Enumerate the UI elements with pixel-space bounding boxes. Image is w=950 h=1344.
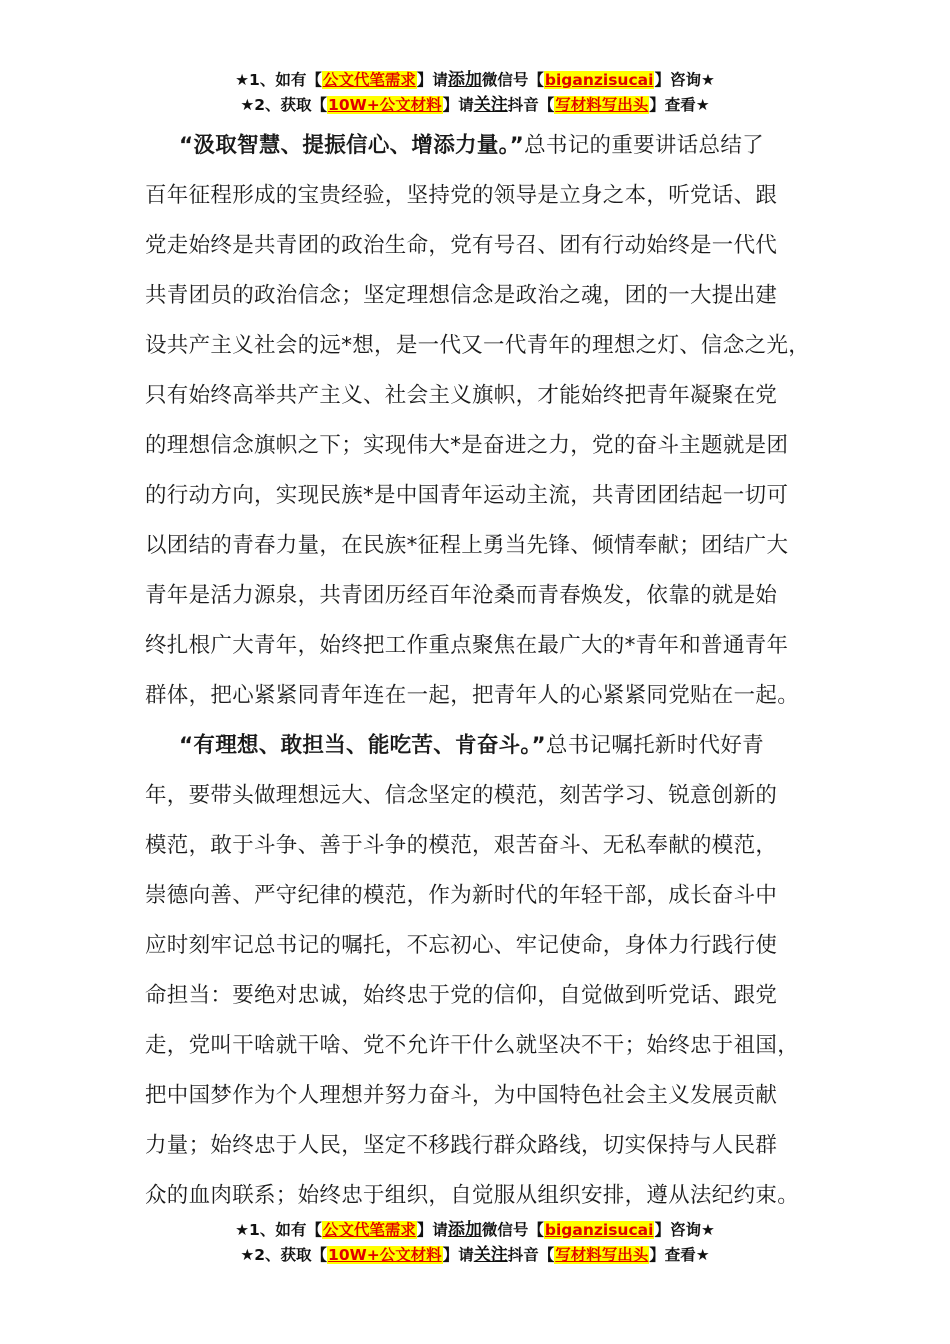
document-body xyxy=(145,121,825,1221)
paragraph-2-lead: “有理想、敢担当、能吃苦、肯奋斗。” xyxy=(179,733,546,758)
footer-banner-line-2: ★2、获取【10W+公文材料】请关注抖音【写材料写出头】查看★ xyxy=(240,1245,710,1265)
paragraph-2: “有理想、敢担当、能吃苦、肯奋斗。”总书记嘱托新时代好青 年，要带头做理想远大、信念坚定的模范，刻苦学习、锐意创新的 模范，敢于斗争、善于斗争的模范，艰苦奋斗、无私奉献的模范， 崇德向善、严守纪律的模范，作为新时代的年轻干部，成长奋斗中 应时刻牢记总书记的嘱托，不忘初心、牢记使命，身体力行践行使 命担当：要绝对忠诚，始终忠于党的信仰，自觉做到听党话、跟党 走，党叫干啥就干啥、党不允许干什么就坚决不干；始终忠于祖国， 把中国梦作为个人理想并努力奋斗，为中国特色社会主义发展贡献 力量；始终忠于人民，坚定不移践行群众路线，切实保持与人民群 众的血肉联系；始终忠于组织，自觉服从组织安排，遵从法纪约束。 xyxy=(145,733,800,1208)
highlight-douyin-account: 写材料写出头 xyxy=(555,96,649,114)
highlight-service: 公文代笔需求 xyxy=(322,71,416,89)
banner-line-1: ★1、如有【公文代笔需求】请添加微信号【biganzisucai】咨询★ xyxy=(235,70,715,90)
header-banner xyxy=(0,68,950,118)
footer-banner-line-1: ★1、如有【公文代笔需求】请添加微信号【biganzisucai】咨询★ xyxy=(235,1220,715,1240)
banner-line-2: ★2、获取【10W+公文材料】请关注抖音【写材料写出头】查看★ xyxy=(240,95,710,115)
paragraph-1-lead: “汲取智慧、提振信心、增添力量。” xyxy=(179,133,525,158)
paragraph-1: “汲取智慧、提振信心、增添力量。”总书记的重要讲话总结了 百年征程形成的宝贵经验，坚持党的领导是立身之本，听党话、跟 党走始终是共青团的政治生命，党有号召、团有行动始终是一代代 共青团员的政治信念；坚定理想信念是政治之魂，团的一大提出建 设共产主义社会的远*想，是一代又一代青年的理想之灯、信念之光， 只有始终高举共产主义、社会主义旗帜，才能始终把青年凝聚在党 的理想信念旗帜之下；实现伟大*是奋进之力，党的奋斗主题就是团 的行动方向，实现民族*是中国青年运动主流，共青团团结起一切可 以团结的青春力量，在民族*征程上勇当先锋、倾情奉献；团结广大 青年是活力源泉，共青团历经百年沧桑而青春焕发，依靠的就是始 终扎根广大青年，始终把工作重点聚焦在最广大的*青年和普通青年 群体，把心紧紧同青年连在一起，把青年人的心紧紧同党贴在一起。 xyxy=(145,133,811,708)
highlight-wechat-id: biganzisucai xyxy=(544,71,654,89)
highlight-materials: 10W+公文材料 xyxy=(328,96,442,114)
footer-banner xyxy=(0,1218,950,1268)
